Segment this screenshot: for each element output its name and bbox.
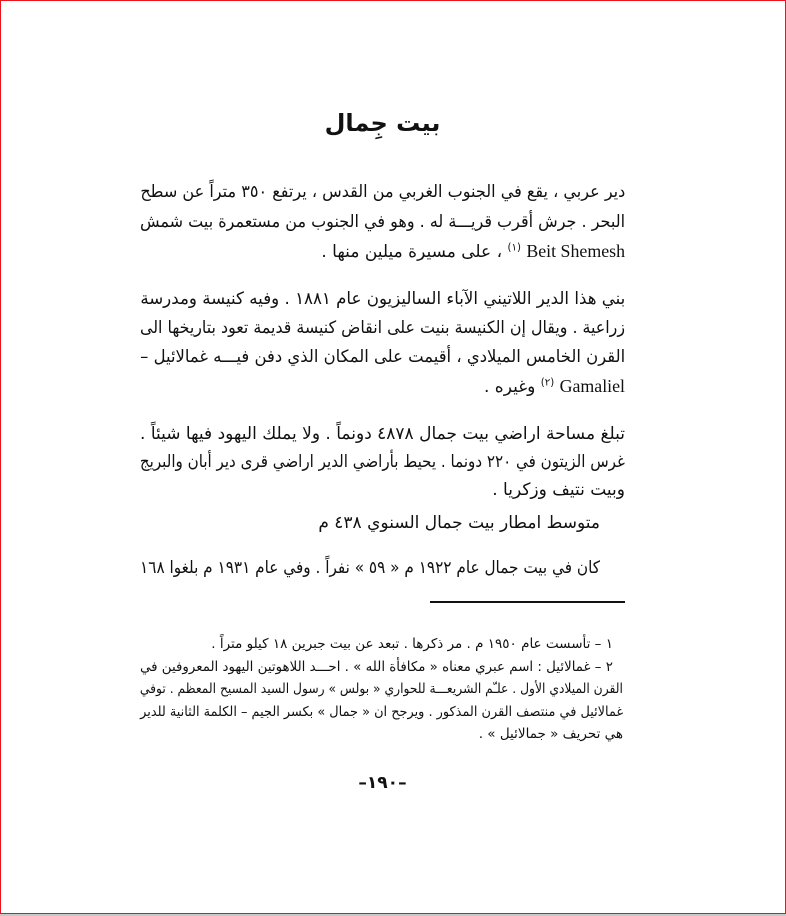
paragraph-location [140, 178, 625, 267]
title-block [140, 107, 625, 139]
line-text: زراعية . ويقال إن الكنيسة بنيت على انقاض كنيسة قديمة تعود بتاريخها الى [140, 318, 625, 338]
population-text: كان في بيت جمال عام ١٩٢٢ م « ٥٩ » نفراً . وفي عام ١٩٣١ م بلغوا ١٦٨ [140, 558, 600, 578]
line-text [484, 372, 625, 402]
footnote-text: ١ – تأسست عام ١٩٥٠ م . مر ذكرها . تبعد عن بيت جبرين ١٨ كيلو متراً . [211, 636, 613, 652]
page-title: بيت جِمال [324, 109, 441, 137]
latin-place-name: Beit Shemesh [526, 241, 625, 261]
line-text: تبلغ مساحة اراضي بيت جمال ٤٨٧٨ دونماً . ولا يملك اليهود فيها شيئاً . [140, 424, 625, 444]
paragraph-line [140, 509, 600, 537]
footnote-1-line [140, 633, 623, 656]
line-text: بني هذا الدير اللاتيني الآباء الساليزيون عام ١٨٨١ . وفيه كنيسة ومدرسة [140, 289, 625, 309]
footnote-text: القرن الميلادي الأول . علـّم الشريعـــة للحواري « بولس » رسول السيد المسيح المعظم . توفي [140, 681, 623, 697]
paragraph-line [140, 208, 625, 238]
paragraph-line [140, 178, 625, 208]
footnote-marker-1: (١) [507, 242, 521, 254]
rainfall-paragraph [140, 509, 600, 537]
population-paragraph [140, 554, 600, 582]
paragraph-line [140, 420, 625, 448]
line-text: دير عربي ، يقع في الجنوب الغربي من القدس ، يرتفع ٣٥٠ متراً عن سطح [140, 182, 625, 202]
paragraph-line [140, 448, 625, 476]
line-text [321, 237, 625, 268]
footnote-text: غمالائيل في منتصف القرن المذكور . ويرجح ان « جمال » بكسر الجيم – الكلمة الثانية للدير [140, 703, 623, 720]
footnote-text: ٢ – غمالائيل : اسم عبري معناه « مكافأة الله » . احـــد اللاهوتين اليهود المعروفين في [140, 658, 613, 675]
paragraph-last-line [140, 476, 625, 504]
paragraph-line [140, 343, 625, 372]
footnote-marker-2: (٢) [540, 377, 555, 389]
footnote-2-line [140, 701, 623, 724]
paragraph-line [140, 285, 625, 314]
footnote-text: هي تحريف « جمالائيل » . [478, 726, 623, 742]
line-text: غرس الزيتون في ٢٢٠ دونما . يحيط بأراضي الدير اراضي قرى دير أبان والبريج [140, 452, 625, 472]
line-text: القرن الخامس الميلادي ، أقيمت على المكان الذي دفن فيـــه غمالائيل – [140, 347, 625, 367]
paragraph-line [140, 314, 625, 343]
line-fragment: وغيره . [484, 377, 536, 397]
footnotes [140, 633, 623, 746]
footnote-2-line [140, 678, 623, 701]
latin-person-name: Gamaliel [559, 376, 625, 396]
line-text: وبيت نتيف وزكريا . [492, 480, 625, 500]
footnote-2-line [140, 723, 623, 746]
footnote-separator [430, 601, 625, 603]
paragraph-last-line [140, 237, 625, 267]
footnote-2-line [140, 656, 623, 679]
page-number: –١٩٠– [358, 773, 407, 793]
paragraph-last-line [140, 372, 625, 401]
paragraph-land [140, 420, 625, 504]
paragraph-line [140, 554, 600, 582]
line-text: البحر . جرش أقرب قريـــة له . وهو في الجنوب من مستعمرة بيت شمش [140, 211, 625, 232]
paragraph-history [140, 285, 625, 401]
rainfall-text: متوسط امطار بيت جمال السنوي ٤٣٨ م [318, 513, 600, 533]
line-fragment: ، على مسيرة ميلين منها . [321, 242, 503, 262]
